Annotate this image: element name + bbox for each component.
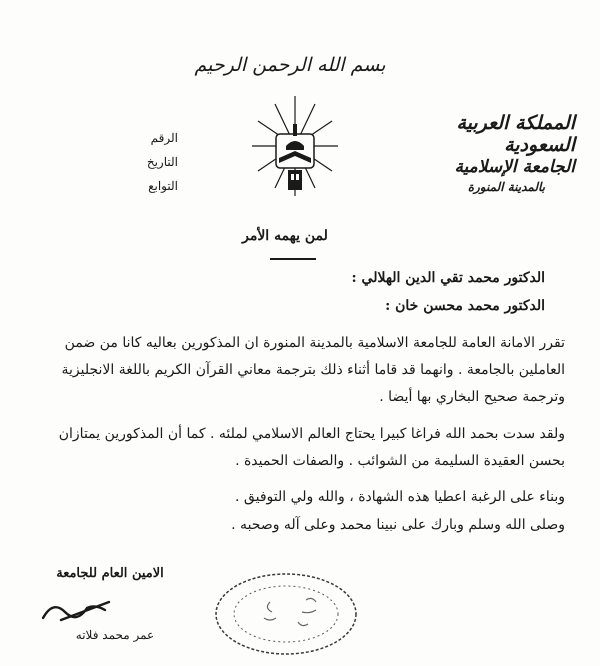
letter-subject: لمن يهمه الأمر [242,228,328,244]
subject-underline [270,258,316,260]
university-emblem-icon [250,96,340,196]
signatory-title: الامين العام للجامعة [56,566,164,581]
addressee-1: الدكتور محمد تقي الدين الهلالي : [351,270,545,286]
letterhead-institution [405,112,575,196]
basmala-heading: بسم الله الرحمن الرحيم [194,54,386,76]
body-paragraph-2: ولقد سدت بحمد الله فراغا كبيرا يحتاج العالم الاسلامي لملئه . كما أن المذكورين يمتازان بحسن العقيدة السليمة من الشوائب . والصفات الحميدة . [58,426,565,469]
reference-number-label: الرقم [150,131,178,145]
addressee-2: الدكتور محمد محسن خان : [385,298,545,314]
kingdom-name: المملكة العربية السعودية [456,112,575,156]
signatory-name: عمر محمد فلاته [75,628,155,642]
university-city: بالمدينة المنورة [467,180,545,194]
reference-fields [98,126,178,198]
body-paragraph-4: وصلى الله وسلم وبارك على نبينا محمد وعلى آله وصحبه . [231,517,565,533]
handwritten-signature-icon [35,596,115,626]
official-seal-icon [214,572,358,656]
reference-attachments-label: التوابع [148,179,178,193]
body-paragraph-3: وبناء على الرغبة اعطيا هذه الشهادة ، والله ولي التوفيق . [235,489,565,505]
reference-date-label: التاريخ [146,155,178,169]
university-name: الجامعة الإسلامية [454,157,575,177]
body-paragraph-1: تقرر الامانة العامة للجامعة الاسلامية بالمدينة المنورة ان المذكورين بعاليه كانا من ضمن العاملين بالجامعة . وانهما قد قاما أثناء ذلك بترجمة معاني القرآن الكريم باللغة الانجليزية وترجمة صحيح البخاري بها أيضا . [61,335,565,405]
